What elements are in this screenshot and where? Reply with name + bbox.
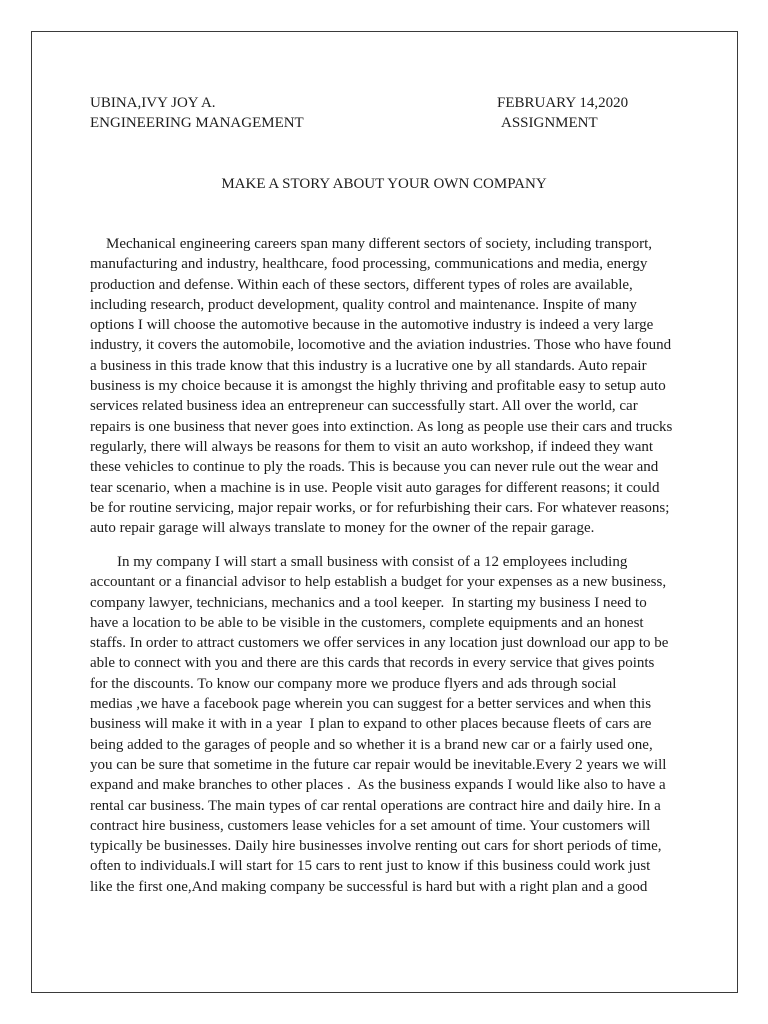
body-line: including research, product development, quality control and maintenance. Inspite of many — [90, 296, 637, 313]
body-line: tear scenario, when a machine is in use. People visit auto garages for different reasons; it could — [90, 479, 660, 496]
paragraph-1 — [90, 234, 710, 538]
body-line: you can be sure that sometime in the future car repair would be inevitable.Every 2 years we will — [90, 756, 667, 773]
body-line: industry, it covers the automobile, locomotive and the aviation industries. Those who have found — [90, 337, 672, 354]
body-line: repairs is one business that never goes into extinction. As long as people use their cars and trucks — [90, 418, 673, 435]
document-type: ASSIGNMENT — [501, 115, 598, 131]
body-line: options I will choose the automotive because in the automotive industry is indeed a very large — [90, 317, 654, 334]
body-line: accountant or a financial advisor to help establish a budget for your expenses as a new business, — [90, 574, 667, 591]
body-line: rental car business. The main types of car rental operations are contract hire and daily hire. In a — [90, 797, 661, 814]
body-line: business will make it with in a year I plan to expand to other places because fleets of cars are — [90, 716, 652, 733]
body-line: expand and make branches to other places . As the business expands I would like also to have a — [90, 777, 666, 794]
body-line: a business in this trade know that this industry is a lucrative one by all standards. Auto repair — [90, 357, 647, 374]
document-date: FEBRUARY 14,2020 — [497, 95, 629, 111]
body-line: manufacturing and industry, healthcare, food processing, communications and media, energy — [90, 256, 648, 273]
body-line: company lawyer, technicians, mechanics and a tool keeper. In starting my business I need to — [90, 594, 647, 611]
body-line: Mechanical engineering careers span many different sectors of society, including transport, — [106, 236, 653, 252]
body-line: have a location to be able to be visible in the customers, complete equipments and an honest — [90, 614, 644, 631]
body-line: services related business idea an entrepreneur can successfully start. All over the world, car — [90, 398, 638, 415]
body-line: like the first one,And making company be successful is hard but with a right plan and a good — [90, 878, 648, 895]
body-line: able to connect with you and there are this cards that records in every service that gives points — [90, 655, 655, 672]
author-name: UBINA,IVY JOY A. — [90, 95, 216, 111]
body-line: be for routine servicing, major repair works, or for refurbishing their cars. For whatever reasons; — [90, 499, 670, 516]
body-line: business is my choice because it is amongst the highly thriving and profitable easy to setup auto — [90, 378, 666, 395]
body-line: being added to the garages of people and so whether it is a brand new car or a fairly used one, — [90, 736, 653, 753]
course-name: ENGINEERING MANAGEMENT — [90, 115, 304, 131]
body-line: production and defense. Within each of these sectors, different types of roles are available, — [90, 276, 633, 293]
paragraph-2 — [90, 552, 710, 897]
body-line: typically be businesses. Daily hire businesses involve renting out cars for short periods of time, — [90, 838, 662, 855]
document-title: MAKE A STORY ABOUT YOUR OWN COMPANY — [221, 176, 547, 192]
body-line: medias ,we have a facebook page wherein you can suggest for a better services and when this — [90, 696, 652, 713]
body-line: these vehicles to continue to ply the roads. This is because you can never rule out the wear and — [90, 459, 659, 476]
body-line: for the discounts. To know our company more we produce flyers and ads through social — [90, 675, 617, 692]
body-line: staffs. In order to attract customers we offer services in any location just download our app to be — [90, 635, 669, 652]
body-line: In my company I will start a small business with consist of a 12 employees including — [117, 554, 628, 570]
body-line: often to individuals.I will start for 15 cars to rent just to know if this business could work just — [90, 858, 651, 875]
body-line: auto repair garage will always translate to money for the owner of the repair garage. — [90, 520, 595, 537]
body-line: contract hire business, customers lease vehicles for a set amount of time. Your customers will — [90, 817, 651, 834]
body-line: regularly, there will always be reasons for them to visit an auto workshop, if indeed they want — [90, 438, 654, 455]
